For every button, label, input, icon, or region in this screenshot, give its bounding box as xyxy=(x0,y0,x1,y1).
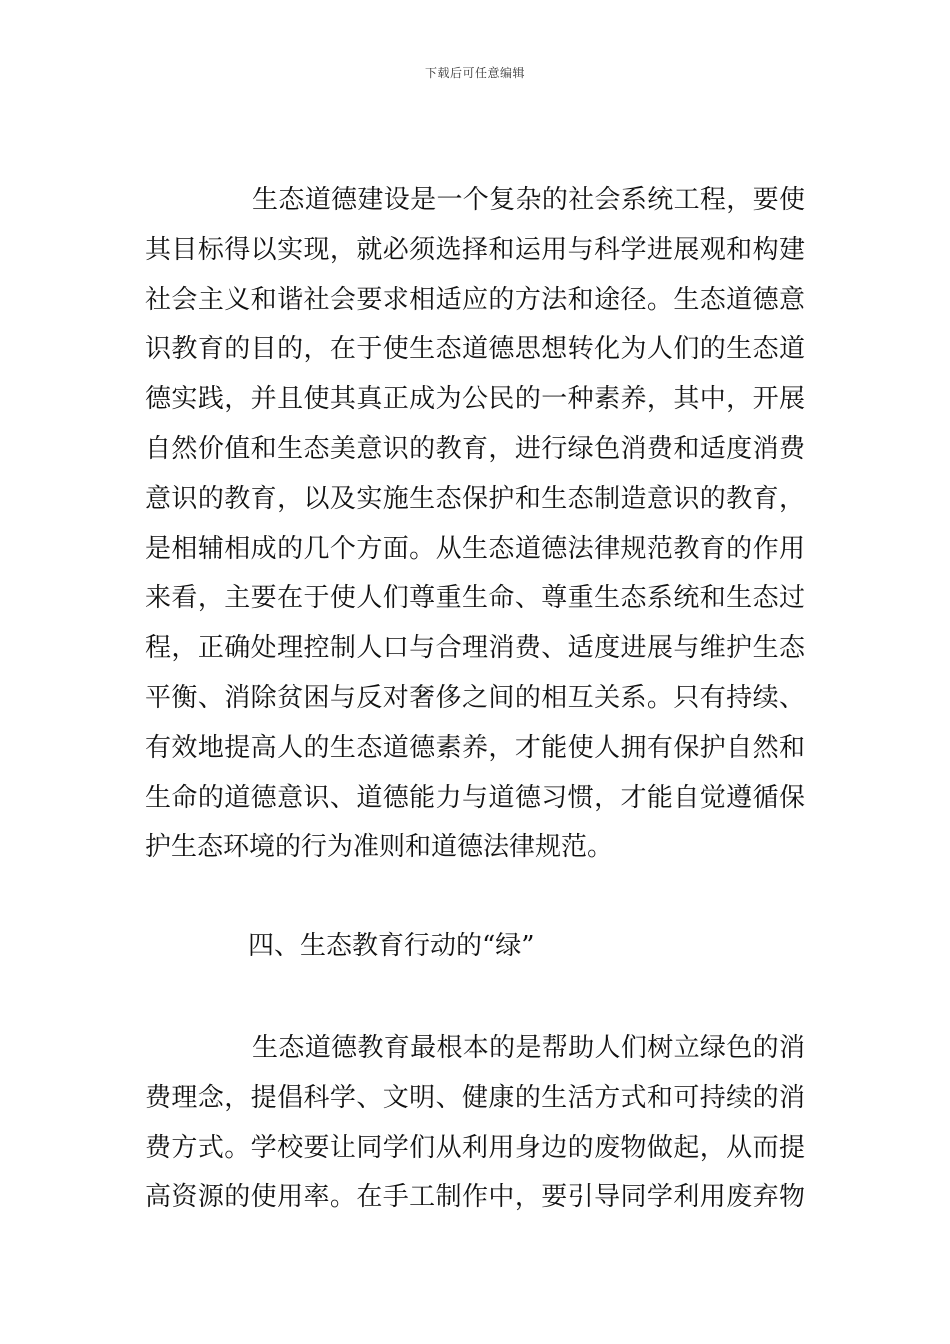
page-header: 下载后可任意编辑 xyxy=(424,66,525,80)
paragraph-line: 社会主义和谐社会要求相适应的方法和途径。生态道德意 xyxy=(145,284,805,315)
paragraph-line: 费方式。学校要让同学们从利用身边的废物做起，从而提 xyxy=(145,1132,805,1163)
paragraph-line: 程，正确处理控制人口与合理消费、适度进展与维护生态 xyxy=(145,633,805,664)
paragraph-line: 来看，主要在于使人们尊重生命、尊重生态系统和生态过 xyxy=(145,583,805,614)
section-heading: 四、生态教育行动的“绿” xyxy=(248,931,535,961)
paragraph-line: 其目标得以实现，就必须选择和运用与科学进展观和构建 xyxy=(145,234,805,265)
paragraph-line: 德实践，并且使其真正成为公民的一种素养，其中，开展 xyxy=(145,384,805,415)
paragraph-line: 识教育的目的，在于使生态道德思想转化为人们的生态道 xyxy=(145,334,805,365)
paragraph-line: 平衡、消除贫困与反对奢侈之间的相互关系。只有持续、 xyxy=(145,682,805,713)
paragraph-line: 护生态环境的行为准则和道德法律规范。 xyxy=(145,832,614,863)
paragraph-line: 高资源的使用率。在手工制作中，要引导同学利用废弃物 xyxy=(145,1182,805,1213)
paragraph-line: 有效地提高人的生态道德素养，才能使人拥有保护自然和 xyxy=(145,732,805,763)
paragraph-line: 费理念，提倡科学、文明、健康的生活方式和可持续的消 xyxy=(145,1082,805,1113)
paragraph-line: 生态道德教育最根本的是帮助人们树立绿色的消 xyxy=(252,1033,805,1063)
paragraph-line: 生命的道德意识、道德能力与道德习惯，才能自觉遵循保 xyxy=(145,782,805,813)
paragraph-line: 是相辅相成的几个方面。从生态道德法律规范教育的作用 xyxy=(145,533,805,564)
paragraph-1 xyxy=(145,176,805,873)
paragraph-line: 生态道德建设是一个复杂的社会系统工程，要使 xyxy=(252,185,805,215)
paragraph-line: 意识的教育，以及实施生态保护和生态制造意识的教育， xyxy=(145,483,805,514)
paragraph-2 xyxy=(145,1024,805,1223)
paragraph-line: 自然价值和生态美意识的教育，进行绿色消费和适度消费 xyxy=(145,433,805,464)
